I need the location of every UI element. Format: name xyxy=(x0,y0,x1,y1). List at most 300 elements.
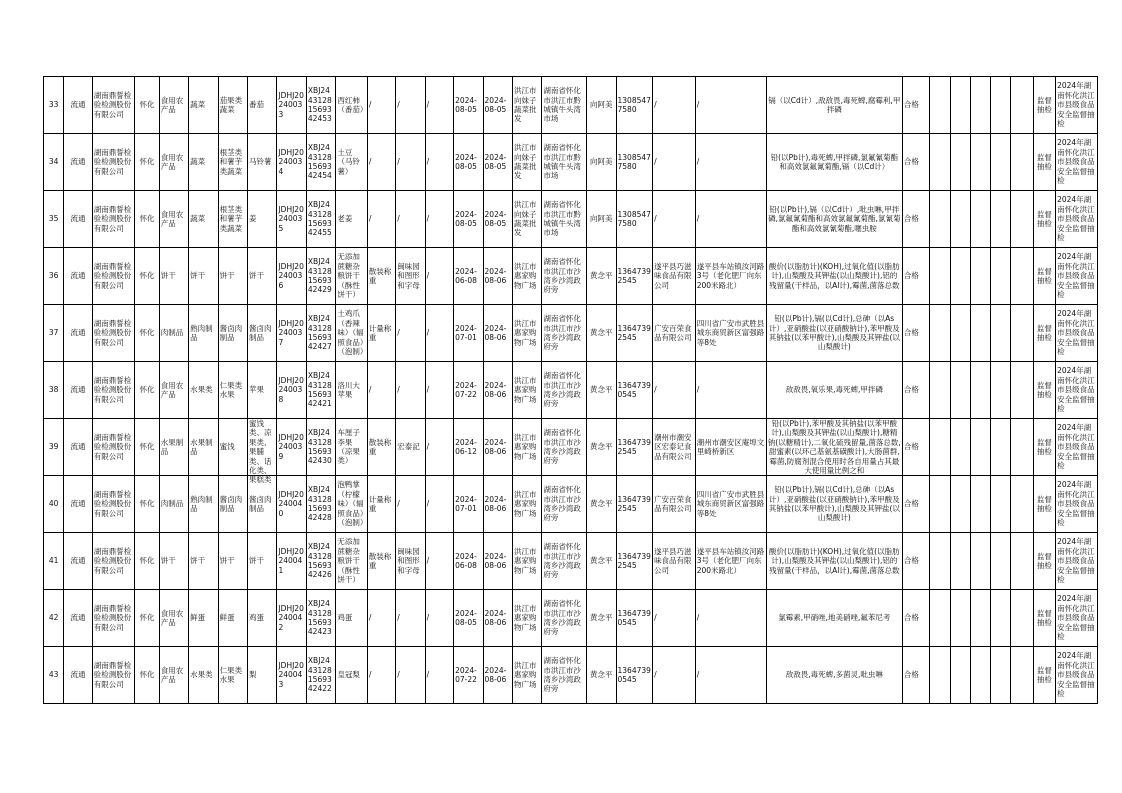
link-cell xyxy=(64,476,92,533)
phone-cell-text: 13647392545 xyxy=(617,266,651,285)
task-number-cell-text: JDHJ20240039 xyxy=(278,432,304,461)
phone-cell xyxy=(616,476,653,533)
row-number-cell-text: 36 xyxy=(48,271,59,281)
sampled-unit-cell xyxy=(512,134,541,191)
sampling-date-cell xyxy=(483,533,512,590)
contact-cell-text: 黄念平 xyxy=(590,556,613,566)
category-1-cell xyxy=(159,590,188,647)
production-date-cell-text: 2024-06-12 xyxy=(455,437,477,456)
task-source-cell-text: 2024年湖南怀化洪江市县级食品安全监督抽检 xyxy=(1057,423,1095,471)
sampled-unit-cell-text: 洪江市惠家购物广场 xyxy=(513,261,537,290)
phone-cell xyxy=(616,305,653,362)
contact-cell xyxy=(587,362,616,419)
task-number-cell-text: JDHJ20240042 xyxy=(278,603,304,632)
spec-cell xyxy=(367,476,395,533)
sampling-date-cell xyxy=(483,305,512,362)
sample-number-cell-text: XBJ24431281569342422 xyxy=(307,656,332,694)
blank-cell-3 xyxy=(970,362,990,419)
category-2-cell-text: 饼干 xyxy=(190,556,206,566)
task-source-cell-text: 2024年湖南怀化洪江市县级食品安全监督抽检 xyxy=(1057,651,1095,699)
brand-cell xyxy=(396,77,425,134)
manufacturer-address-cell xyxy=(695,647,766,704)
category-2-cell-text: 熟肉制品 xyxy=(190,494,213,513)
manufacturer-cell-text: / xyxy=(654,613,657,623)
table-row xyxy=(44,305,1098,362)
task-number-cell-text: JDHJ20240038 xyxy=(278,375,304,404)
result-cell xyxy=(902,533,929,590)
category-1-cell xyxy=(159,77,188,134)
blank-cell-3 xyxy=(970,191,990,248)
category-3-cell-text: 仁果类水果 xyxy=(219,665,243,684)
row-number-cell xyxy=(44,362,64,419)
sampled-unit-cell xyxy=(512,305,541,362)
blank-cell-1 xyxy=(930,362,950,419)
inspection-type-cell-text: 监督抽检 xyxy=(1036,266,1052,285)
batch-cell xyxy=(425,305,453,362)
area-cell-text: 怀化 xyxy=(139,442,155,452)
production-date-cell xyxy=(454,134,483,191)
production-date-cell xyxy=(454,647,483,704)
category-2-cell xyxy=(189,305,218,362)
manufacturer-address-cell-text: 四川省广安市武胜县城东商贸新区富强路等8处 xyxy=(696,489,765,518)
agency-cell-text: 湖南鼎誓检验检测股份有限公司 xyxy=(93,147,132,176)
category-2-cell-text: 水果制品 xyxy=(190,437,213,456)
production-date-cell-text: 2024-07-22 xyxy=(455,380,477,399)
blank-cell-1 xyxy=(930,305,950,362)
manufacturer-cell xyxy=(653,419,696,476)
batch-cell xyxy=(425,533,453,590)
row-number-cell xyxy=(44,248,64,305)
batch-cell-text: / xyxy=(426,328,430,338)
agency-cell xyxy=(92,476,135,533)
category-2-cell xyxy=(189,476,218,533)
task-source-cell xyxy=(1056,305,1098,362)
inspection-type-cell-text: 监督抽检 xyxy=(1036,437,1052,456)
inspection-type-cell-text: 监督抽检 xyxy=(1036,95,1052,114)
brand-cell xyxy=(396,533,425,590)
blank-cell-2 xyxy=(950,77,970,134)
contact-cell xyxy=(587,590,616,647)
link-cell xyxy=(64,191,92,248)
category-2-cell-text: 水果类 xyxy=(190,385,213,395)
blank-cell-5 xyxy=(1011,305,1033,362)
manufacturer-cell-text: 遂平县巧滋味食品有限公司 xyxy=(654,261,692,290)
result-cell-text: 合格 xyxy=(903,499,919,509)
spec-cell xyxy=(367,191,395,248)
result-cell xyxy=(902,419,929,476)
sample-number-cell-text: XBJ24431281569342429 xyxy=(307,257,332,295)
category-3-cell-text: 酱卤肉制品 xyxy=(219,323,243,342)
manufacturer-address-cell-text: / xyxy=(696,157,700,167)
blank-cell-5 xyxy=(1011,590,1033,647)
blank-cell-2 xyxy=(950,248,970,305)
manufacturer-address-cell xyxy=(695,533,766,590)
sample-number-cell-text: XBJ24431281569342453 xyxy=(307,86,332,124)
agency-cell-text: 湖南鼎誓检验检测股份有限公司 xyxy=(93,432,132,461)
category-3-cell xyxy=(218,476,247,533)
production-date-cell xyxy=(454,590,483,647)
result-cell-text: 合格 xyxy=(903,100,919,110)
agency-cell-text: 湖南鼎誓检验检测股份有限公司 xyxy=(93,603,132,632)
blank-cell-5 xyxy=(1011,533,1033,590)
inspection-type-cell xyxy=(1033,590,1055,647)
area-cell-text: 怀化 xyxy=(139,214,155,224)
category-1-cell xyxy=(159,191,188,248)
area-cell-text: 怀化 xyxy=(139,328,155,338)
category-1-cell-text: 食用农产品 xyxy=(160,95,184,114)
area-cell-text: 怀化 xyxy=(139,100,155,110)
row-number-cell xyxy=(44,647,64,704)
manufacturer-address-cell xyxy=(695,590,766,647)
task-source-cell-text: 2024年湖南怀化洪江市县级食品安全监督抽检 xyxy=(1057,252,1095,300)
agency-cell-text: 湖南鼎誓检验检测股份有限公司 xyxy=(93,489,132,518)
category-3-cell xyxy=(218,305,247,362)
manufacturer-address-cell-text: 四川省广安市武胜县城东商贸新区富强路等8处 xyxy=(696,318,765,347)
category-1-cell xyxy=(159,362,188,419)
sampled-address-cell-text: 湖南省怀化市洪江市沙湾乡沙湾政府旁 xyxy=(543,542,581,580)
task-source-cell-text: 2024年湖南怀化洪江市县级食品安全监督抽检 xyxy=(1057,309,1095,357)
sample-number-cell xyxy=(306,191,335,248)
row-number-cell-text: 43 xyxy=(48,670,59,680)
sampled-address-cell xyxy=(542,362,587,419)
category-4-cell-text: 饼干 xyxy=(249,271,265,281)
manufacturer-address-cell-text: / xyxy=(696,613,700,623)
brand-cell-text: 闽味园和图形和字母 xyxy=(397,546,420,575)
blank-cell-5 xyxy=(1011,248,1033,305)
row-number-cell xyxy=(44,419,64,476)
table-row xyxy=(44,533,1098,590)
blank-cell-3 xyxy=(970,590,990,647)
agency-cell-text: 湖南鼎誓检验检测股份有限公司 xyxy=(93,261,132,290)
sample-name-cell xyxy=(336,248,367,305)
inspection-type-cell-text: 监督抽检 xyxy=(1036,608,1052,627)
agency-cell xyxy=(92,590,135,647)
sample-name-cell-text: 鸡蛋 xyxy=(337,613,353,623)
sampling-date-cell-text: 2024-08-05 xyxy=(484,95,507,114)
test-items-cell-text: 铅(以Pb计),镉(以Cd计),总砷（以As计）,亚硝酸盐(以亚硝酸钠计),苯甲酸及其钠盐(以苯甲酸计),山梨酸及其钾盐(以山梨酸计) xyxy=(768,314,900,352)
production-date-cell xyxy=(454,305,483,362)
phone-cell-text: 13085477580 xyxy=(617,209,651,228)
category-1-cell-text: 食用农产品 xyxy=(160,209,184,228)
sample-name-cell-text: 洛川大苹果 xyxy=(337,380,360,399)
link-cell xyxy=(64,533,92,590)
production-date-cell-text: 2024-07-22 xyxy=(455,665,477,684)
blank-cell-1 xyxy=(930,476,950,533)
production-date-cell xyxy=(454,77,483,134)
area-cell xyxy=(135,248,159,305)
manufacturer-cell-text: / xyxy=(654,157,657,167)
category-2-cell-text: 饼干 xyxy=(190,271,206,281)
category-4-cell xyxy=(248,191,277,248)
category-4-cell xyxy=(248,134,277,191)
category-3-cell xyxy=(218,590,247,647)
manufacturer-address-cell-text: 潮州市潮安区庵埠文里崎桥新区 xyxy=(696,437,765,456)
sample-name-cell-text: 无添加蔗糖杂粮饼干（酥性饼干） xyxy=(337,537,360,585)
result-cell-text: 合格 xyxy=(903,556,919,566)
sample-number-cell xyxy=(306,362,335,419)
result-cell xyxy=(902,476,929,533)
contact-cell xyxy=(587,533,616,590)
category-2-cell xyxy=(189,533,218,590)
spec-cell-text: / xyxy=(368,214,372,224)
sampled-unit-cell xyxy=(512,362,541,419)
task-number-cell-text: JDHJ20240036 xyxy=(278,261,304,290)
sampling-date-cell-text: 2024-08-06 xyxy=(484,665,507,684)
category-4-cell xyxy=(248,248,277,305)
sampling-date-cell-text: 2024-08-06 xyxy=(484,380,507,399)
test-items-cell xyxy=(766,77,902,134)
test-items-cell-text: 敌敌畏,氧乐果,毒死蜱,甲拌磷 xyxy=(785,385,883,395)
contact-cell-text: 向阿美 xyxy=(590,214,613,224)
category-4-cell-text: 酱卤肉制品 xyxy=(249,323,272,342)
sampling-date-cell-text: 2024-08-05 xyxy=(484,209,507,228)
row-number-cell-text: 41 xyxy=(48,556,59,566)
category-1-cell-text: 食用农产品 xyxy=(160,380,184,399)
task-number-cell xyxy=(277,590,306,647)
blank-cell-4 xyxy=(991,191,1011,248)
inspection-results-table xyxy=(43,76,1098,704)
phone-cell-text: 13085477580 xyxy=(617,152,651,171)
category-4-cell-text: 马铃薯 xyxy=(249,157,272,167)
sample-name-cell xyxy=(336,590,367,647)
row-number-cell-text: 33 xyxy=(48,100,59,110)
sample-name-cell-text: 土豆（马铃薯） xyxy=(337,147,360,176)
production-date-cell xyxy=(454,533,483,590)
category-4-cell xyxy=(248,647,277,704)
sample-number-cell-text: XBJ24431281569342430 xyxy=(307,428,332,466)
link-cell-text: 流通 xyxy=(70,613,86,623)
category-4-cell-text: 饼干 xyxy=(249,556,265,566)
sampled-address-cell-text: 湖南省怀化市洪江市沙湾乡沙湾政府旁 xyxy=(543,257,581,295)
blank-cell-1 xyxy=(930,533,950,590)
sample-name-cell xyxy=(336,191,367,248)
category-2-cell xyxy=(189,134,218,191)
task-number-cell-text: JDHJ20240034 xyxy=(278,147,304,176)
blank-cell-5 xyxy=(1011,362,1033,419)
batch-cell xyxy=(425,590,453,647)
inspection-type-cell xyxy=(1033,191,1055,248)
manufacturer-cell xyxy=(653,191,696,248)
manufacturer-cell-text: / xyxy=(654,214,657,224)
batch-cell-text: / xyxy=(426,613,430,623)
category-3-cell xyxy=(218,134,247,191)
sampled-unit-cell-text: 洪江市惠家购物广场 xyxy=(513,603,537,632)
sample-number-cell-text: XBJ24431281569342455 xyxy=(307,200,332,238)
contact-cell-text: 向阿美 xyxy=(590,157,613,167)
area-cell-text: 怀化 xyxy=(139,499,155,509)
task-number-cell-text: JDHJ20240043 xyxy=(278,660,304,689)
category-4-cell xyxy=(248,362,277,419)
spec-cell xyxy=(367,419,395,476)
blank-cell-4 xyxy=(991,476,1011,533)
manufacturer-cell-text: 潮州市潮安区宏泰记食品有限公司 xyxy=(654,432,692,461)
production-date-cell-text: 2024-07-01 xyxy=(455,323,477,342)
manufacturer-address-cell-text: / xyxy=(696,385,700,395)
test-items-cell xyxy=(766,362,902,419)
brand-cell xyxy=(396,134,425,191)
sample-number-cell xyxy=(306,134,335,191)
sampled-unit-cell-text: 洪江市惠家购物广场 xyxy=(513,660,537,689)
contact-cell xyxy=(587,77,616,134)
spec-cell-text: / xyxy=(368,670,372,680)
category-3-cell-text: 根茎类和薯芋类蔬菜 xyxy=(219,204,243,233)
test-items-cell-text: 铅(以Pb计),毒死蜱,甲拌磷,氯氟氰菊酯和高效氯氟氰菊酯,镉（以Cd计） xyxy=(770,152,898,171)
agency-cell-text: 湖南鼎誓检验检测股份有限公司 xyxy=(93,318,132,347)
blank-cell-2 xyxy=(950,419,970,476)
category-4-cell-text: 番茄 xyxy=(249,100,265,110)
spec-cell xyxy=(367,590,395,647)
task-number-cell xyxy=(277,476,306,533)
category-1-cell-text: 饼干 xyxy=(160,271,176,281)
category-4-cell xyxy=(248,533,277,590)
contact-cell xyxy=(587,419,616,476)
category-2-cell xyxy=(189,362,218,419)
sample-name-cell xyxy=(336,419,367,476)
category-2-cell xyxy=(189,590,218,647)
blank-cell-5 xyxy=(1011,134,1033,191)
sample-name-cell-text: 老姜 xyxy=(337,214,353,224)
contact-cell xyxy=(587,134,616,191)
spec-cell xyxy=(367,248,395,305)
inspection-type-cell-text: 监督抽检 xyxy=(1036,152,1052,171)
blank-cell-3 xyxy=(970,134,990,191)
production-date-cell xyxy=(454,476,483,533)
spec-cell xyxy=(367,305,395,362)
blank-cell-2 xyxy=(950,647,970,704)
production-date-cell-text: 2024-06-08 xyxy=(455,551,477,570)
batch-cell xyxy=(425,362,453,419)
category-3-cell-text: 根茎类和薯芋类蔬菜 xyxy=(219,147,243,176)
contact-cell xyxy=(587,305,616,362)
link-cell xyxy=(64,362,92,419)
sample-number-cell-text: XBJ24431281569342454 xyxy=(307,143,332,181)
link-cell xyxy=(64,248,92,305)
sampled-unit-cell-text: 洪江市向妹子蔬菜批发 xyxy=(513,200,537,238)
test-items-cell xyxy=(766,533,902,590)
link-cell-text: 流通 xyxy=(70,499,86,509)
test-items-cell xyxy=(766,647,902,704)
category-3-cell xyxy=(218,248,247,305)
brand-cell-text: / xyxy=(397,100,400,110)
category-1-cell-text: 饼干 xyxy=(160,556,176,566)
production-date-cell xyxy=(454,191,483,248)
task-number-cell-text: JDHJ20240041 xyxy=(278,546,304,575)
sample-number-cell-text: XBJ24431281569342427 xyxy=(307,314,332,352)
category-3-cell-text: 饼干 xyxy=(219,271,235,281)
manufacturer-address-cell-text: / xyxy=(696,670,700,680)
blank-cell-5 xyxy=(1011,647,1033,704)
brand-cell xyxy=(396,476,425,533)
task-source-cell xyxy=(1056,77,1098,134)
phone-cell-text: 13647392545 xyxy=(617,323,651,342)
sampling-date-cell-text: 2024-08-06 xyxy=(484,323,507,342)
result-cell xyxy=(902,77,929,134)
sampling-date-cell-text: 2024-08-06 xyxy=(484,494,507,513)
sampled-unit-cell xyxy=(512,476,541,533)
category-1-cell xyxy=(159,134,188,191)
sampling-date-cell xyxy=(483,590,512,647)
sample-number-cell-text: XBJ24431281569342428 xyxy=(307,485,332,523)
batch-cell xyxy=(425,419,453,476)
category-2-cell xyxy=(189,647,218,704)
manufacturer-address-cell xyxy=(695,77,766,134)
link-cell-text: 流通 xyxy=(70,442,86,452)
link-cell-text: 流通 xyxy=(70,157,86,167)
category-2-cell-text: 蔬菜 xyxy=(190,100,206,110)
blank-cell-3 xyxy=(970,419,990,476)
category-4-cell xyxy=(248,77,277,134)
blank-cell-1 xyxy=(930,590,950,647)
sampled-address-cell-text: 湖南省怀化市洪江市沙湾乡沙湾政府旁 xyxy=(543,314,581,352)
test-items-cell-text: 酸价(以脂肪计)(KOH),过氧化值(以脂肪计),山梨酸及其钾盐(以山梨酸计),铝的残留量(干样品，以Al计),霉菌,菌落总数 xyxy=(769,546,900,575)
task-number-cell xyxy=(277,248,306,305)
manufacturer-cell xyxy=(653,305,696,362)
sampling-date-cell xyxy=(483,476,512,533)
blank-cell-2 xyxy=(950,134,970,191)
category-3-cell-text: 鲜蛋 xyxy=(219,613,235,623)
category-4-cell-text: 姜 xyxy=(249,214,257,224)
table-row xyxy=(44,647,1098,704)
blank-cell-3 xyxy=(970,533,990,590)
category-4-cell xyxy=(248,590,277,647)
task-number-cell xyxy=(277,305,306,362)
manufacturer-cell-text: / xyxy=(654,385,657,395)
row-number-cell-text: 38 xyxy=(48,385,59,395)
sample-name-cell-text: 西红柿（番茄） xyxy=(337,95,368,114)
blank-cell-5 xyxy=(1011,476,1033,533)
row-number-cell xyxy=(44,305,64,362)
link-cell xyxy=(64,77,92,134)
test-items-cell xyxy=(766,305,902,362)
category-3-cell-text: 茄果类蔬菜 xyxy=(219,95,243,114)
task-source-cell-text: 2024年湖南怀化洪江市县级食品安全监督抽检 xyxy=(1057,366,1095,414)
manufacturer-address-cell xyxy=(695,191,766,248)
result-cell-text: 合格 xyxy=(903,157,919,167)
inspection-type-cell-text: 监督抽检 xyxy=(1036,380,1052,399)
contact-cell-text: 黄念平 xyxy=(590,442,613,452)
batch-cell xyxy=(425,476,453,533)
category-1-cell xyxy=(159,305,188,362)
category-1-cell-text: 食用农产品 xyxy=(160,665,184,684)
task-source-cell xyxy=(1056,134,1098,191)
task-number-cell-text: JDHJ20240037 xyxy=(278,318,304,347)
blank-cell-3 xyxy=(970,647,990,704)
test-items-cell-text: 敌敌畏,毒死蜱,多菌灵,吡虫啉 xyxy=(785,670,883,680)
batch-cell xyxy=(425,248,453,305)
agency-cell xyxy=(92,77,135,134)
category-3-cell xyxy=(218,647,247,704)
sample-number-cell-text: XBJ24431281569342426 xyxy=(307,542,332,580)
test-items-cell-text: 氯霉素,甲硝唑,地美硝唑,氟苯尼考 xyxy=(778,613,891,623)
phone-cell-text: 13647390545 xyxy=(617,665,651,684)
task-number-cell xyxy=(277,191,306,248)
result-cell-text: 合格 xyxy=(903,328,919,338)
blank-cell-4 xyxy=(991,362,1011,419)
sample-name-cell xyxy=(336,305,367,362)
row-number-cell-text: 42 xyxy=(48,613,59,623)
sampling-date-cell-text: 2024-08-06 xyxy=(484,437,507,456)
table-row xyxy=(44,191,1098,248)
test-items-cell-text: 酸价(以脂肪计)(KOH),过氧化值(以脂肪计),山梨酸及其钾盐(以山梨酸计),铝的残留量(干样品，以Al计),霉菌,菌落总数 xyxy=(769,261,900,290)
sampled-address-cell xyxy=(542,590,587,647)
blank-cell-1 xyxy=(930,248,950,305)
category-4-cell-text: 蜜饯类、凉果类、果脯类、话化类、果糕类 xyxy=(249,419,272,485)
blank-cell-1 xyxy=(930,191,950,248)
spec-cell-text: 散装称重 xyxy=(368,266,392,285)
category-1-cell xyxy=(159,248,188,305)
spec-cell-text: / xyxy=(368,385,372,395)
table-row xyxy=(44,419,1098,476)
